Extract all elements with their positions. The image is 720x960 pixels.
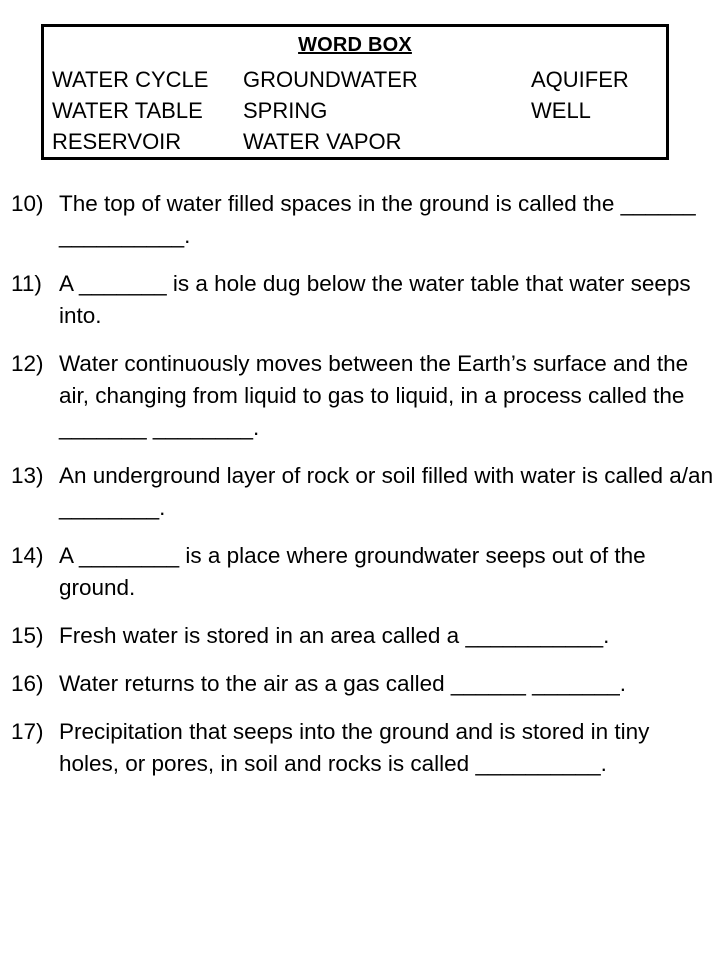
question-item — [0, 540, 720, 604]
question-number: 13) — [11, 463, 44, 488]
word-box-term: WELL — [531, 98, 591, 123]
word-box-term: WATER VAPOR — [243, 129, 402, 154]
question-text: Fresh water is stored in an area called a ___________. — [59, 623, 610, 648]
question-number: 12) — [11, 351, 44, 376]
question-item — [0, 620, 720, 652]
question-item — [0, 188, 720, 252]
question-number: 14) — [11, 543, 44, 568]
question-number: 10) — [11, 191, 44, 216]
question-number: 15) — [11, 623, 44, 648]
question-text: The top of water filled spaces in the ground is called the ______ __________. — [59, 191, 696, 248]
question-text: Water returns to the air as a gas called ______ _______. — [59, 671, 627, 696]
question-item — [0, 348, 720, 444]
question-item — [0, 460, 720, 524]
question-item — [0, 268, 720, 332]
question-number: 16) — [11, 671, 44, 696]
question-number: 17) — [11, 719, 44, 744]
question-item — [0, 668, 720, 700]
word-box-term: WATER TABLE — [52, 98, 203, 123]
question-text: Water continuously moves between the Earth’s surface and the air, changing from liquid to gas to liquid, in a process called the _______ ________. — [59, 351, 689, 440]
word-box — [41, 24, 669, 160]
word-box-term: AQUIFER — [531, 67, 629, 92]
question-text: A _______ is a hole dug below the water table that water seeps into. — [59, 271, 691, 328]
question-list — [0, 188, 720, 796]
question-text: A ________ is a place where groundwater seeps out of the ground. — [59, 543, 646, 600]
question-text: An underground layer of rock or soil filled with water is called a/an ________. — [59, 463, 714, 520]
word-box-term: GROUNDWATER — [243, 67, 418, 92]
word-box-title: WORD BOX — [298, 34, 412, 56]
word-box-term: WATER CYCLE — [52, 67, 209, 92]
word-box-term: RESERVOIR — [52, 129, 182, 154]
question-item — [0, 716, 720, 780]
word-box-term: SPRING — [243, 98, 328, 123]
question-text: Precipitation that seeps into the ground and is stored in tiny holes, or pores, in soil and rocks is called __________. — [59, 719, 650, 776]
question-number: 11) — [11, 271, 42, 296]
